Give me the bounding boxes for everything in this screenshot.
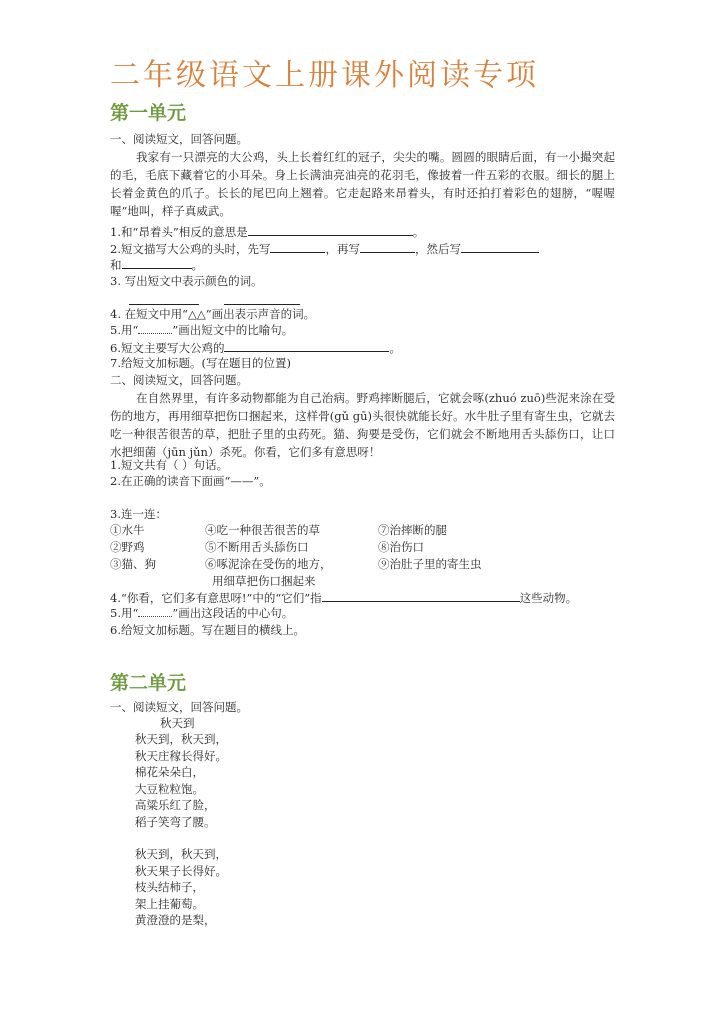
match-item[interactable]: ⑦治摔断的腿 [378,523,447,537]
u1p1-question-5: 5.用“ ”画出短文中的比喻句。 [110,323,294,337]
u1p2-question-2: 2.在正确的读音下面画“——”。 [110,474,271,488]
u1p1-question-7: 7.给短文加标题。(写在题目的位置) [110,356,291,370]
match-item[interactable]: ⑨治肚子里的寄生虫 [378,557,482,571]
answer-blank[interactable] [360,240,415,253]
answer-blank[interactable] [248,223,413,236]
u1p2-question-4: 4.“你看，它们多有意思呀!”中的“它们”指 这些动物。 [110,591,578,605]
poem-line: 秋天果子长得好。 [135,863,227,878]
poem-line: 秋天到，秋天到， [135,847,227,861]
poem-line: 秋天到，秋天到， [135,732,227,746]
unit1-part1-passage: 我家有一只漂亮的大公鸡，头上长着红红的冠子，尖尖的嘴。圆圆的眼睛后面，有一小撮突起的毛，毛底下藏着它的小耳朵。身上长满油亮油亮的花羽毛，像披着一件五彩的衣服。细长的腿上长着金黄色的爪子。长长的尾巴向上翘着。它走起路来昂着头，有时还拍打着彩色的翅膀，“喔喔喔”地叫，样子真威武。 [110,150,615,218]
u1p2-question-5: 5.用“ ”画出这段话的中心句。 [110,606,294,620]
unit1-heading: 第一单元 [110,102,187,124]
match-item[interactable]: ⑤不断用舌头舔伤口 [205,540,309,554]
u1p2-question-3: 3.连一连： [110,507,167,521]
u1p1-question-2-cont: 和 。 [110,258,203,272]
answer-blank[interactable] [322,589,520,602]
unit2-instruction: 一、阅读短文，回答问题。 [110,700,248,714]
u1p1-question-3: 3. 写出短文中表示颜色的词。 [110,274,263,288]
u1p1-question-1: 1.和“昂着头”相反的意思是 。 [110,225,425,239]
poem-line: 枝头结柿子， [135,880,204,894]
page-title: 二年级语文上册课外阅读专项 [110,58,539,93]
answer-blank[interactable] [461,240,539,253]
match-item[interactable]: ④吃一种很苦很苦的草 [205,523,320,537]
wavy-underline-symbol [138,605,172,617]
u1p1-question-6: 6.短文主要写大公鸡的 。 [110,341,401,355]
match-column-effects [378,522,482,573]
u1p2-question-1: 1.短文共有（ ）句话。 [110,458,229,472]
unit2-heading: 第二单元 [110,672,187,694]
answer-blank[interactable] [122,256,192,269]
match-column-actions [205,522,332,590]
match-item[interactable]: ⑥啄泥涂在受伤的地方， [205,557,332,571]
answer-blank[interactable] [224,339,389,352]
match-item[interactable]: ②野鸡 [110,540,145,554]
wavy-underline-symbol [138,322,172,334]
poem-line: 稻子笑弯了腰。 [135,814,216,829]
u1p1-question-2: 2.短文描写大公鸡的头时，先写 ，再写 ，然后写 [110,240,539,257]
poem-stanza-2 [135,846,227,929]
poem-line: 架上挂葡萄。 [135,896,204,911]
unit1-part2-instruction: 二、阅读短文，回答问题。 [110,373,248,387]
match-item-cont: 用细草把伤口捆起来 [212,574,316,588]
poem-title: 秋天到 [160,716,195,730]
unit1-part1-instruction: 一、阅读短文，回答问题。 [110,132,248,146]
poem-line: 秋天庄稼长得好。 [135,748,227,763]
match-column-animals [110,522,156,573]
match-item[interactable]: ⑧治伤口 [378,540,424,554]
match-item[interactable]: ①水牛 [110,523,145,537]
poem-line: 高粱乐红了脸， [135,798,216,812]
poem-stanza-1 [135,731,227,830]
unit1-part2-passage: 在自然界里，有许多动物都能为自己治病。野鸡摔断腿后，它就会啄(zhuó zuō)些泥来涂在受伤的地方，再用细草把伤口捆起来，这样骨(gǔ gū)头很快就能长好。水牛肚子里有寄生虫，它就去吃一种很苦很苦的草，把肚子里的虫药死。猫、狗要是受伤，它们就会不断地用舌头舔伤口，让口水把细菌（jūn jǔn）杀死。你看，它们多有意思呀！ [110,391,615,459]
poem-line: 大豆粒粒饱。 [135,781,204,796]
poem-line: 棉花朵朵白， [135,765,204,779]
u1p1-question-4: 4. 在短文中用“△△”画出表示声音的词。 [110,307,316,321]
poem-line: 黄澄澄的是梨， [135,913,216,927]
match-item[interactable]: ③猫、狗 [110,557,156,571]
u1p2-question-6: 6.给短文加标题。写在题目的横线上。 [110,623,305,637]
answer-blank[interactable] [270,240,325,253]
